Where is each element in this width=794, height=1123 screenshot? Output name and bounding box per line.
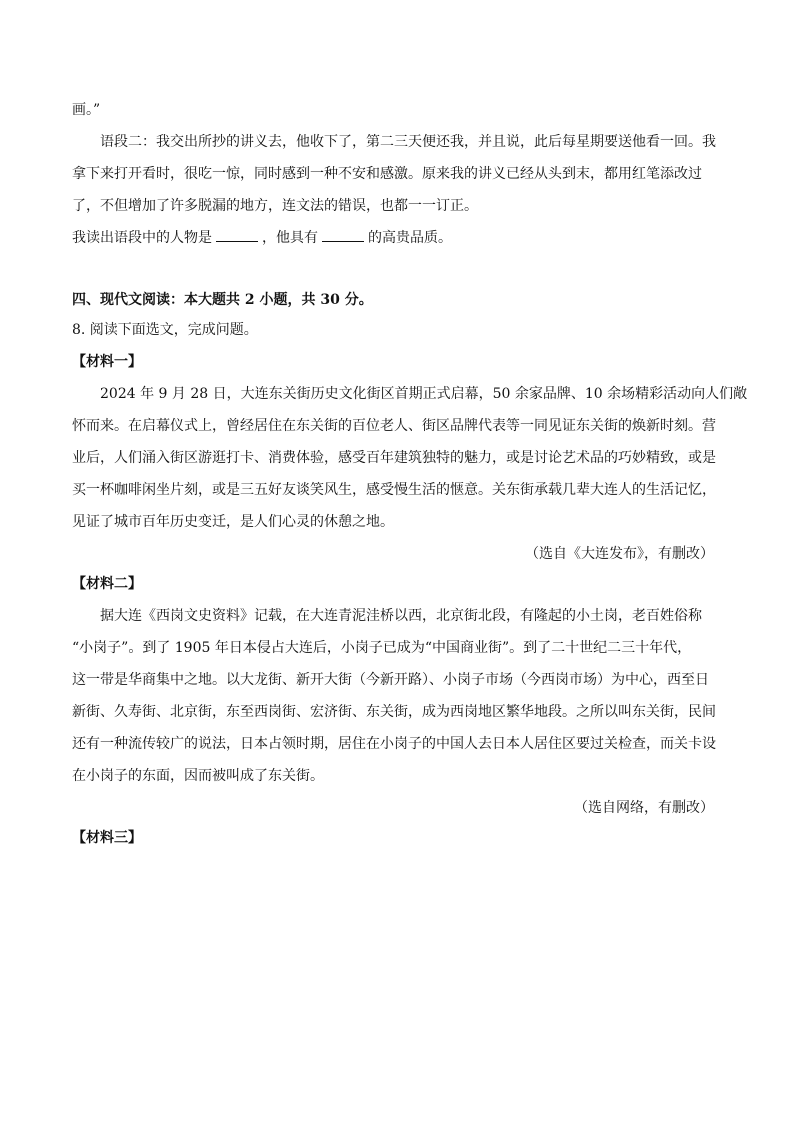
material1-line: 见证了城市百年历史变迁，是人们心灵的休憩之地。 bbox=[72, 514, 394, 530]
fill-text-1: 我读出语段中的人物是 bbox=[72, 230, 212, 246]
material2-line: “小岗子”。到了 1905 年日本侵占大连后，小岗子已成为“中国商业街”。到了二十世纪二三十年代， bbox=[72, 640, 692, 656]
material2-label: 【材料二】 bbox=[72, 576, 142, 592]
material1-source: （选自《大连发布》，有删改） bbox=[525, 546, 714, 562]
material2-line: 新街、久寿街、北京街，东至西岗街、宏济街、东关街，成为西岗地区繁华地段。之所以叫东关街，民间 bbox=[72, 704, 716, 720]
passage2-line: 拿下来打开看时，很吃一惊，同时感到一种不安和感激。原来我的讲义已经从头到末，都用红笔添改过 bbox=[72, 166, 702, 182]
top-fragment: 画。” bbox=[72, 102, 101, 118]
section4-heading: 四、现代文阅读：本大题共 2 小题，共 30 分。 bbox=[72, 292, 373, 308]
question8-prompt: 8. 阅读下面选文，完成问题。 bbox=[72, 322, 258, 338]
material1-line: 业后，人们涌入街区游逛打卡、消费体验，感受百年建筑独特的魅力，或是讨论艺术品的巧妙精致，或是 bbox=[72, 450, 716, 466]
fill-text-3: 的高贵品质。 bbox=[368, 230, 452, 246]
answer-blank-1[interactable] bbox=[216, 229, 258, 242]
material1-line: 2024 年 9 月 28 日，大连东关街历史文化街区首期正式启幕，50 余家品牌、10 余场精彩活动向人们敞 bbox=[100, 386, 748, 402]
material2-line: 还有一种流传较广的说法，日本占领时期，居住在小岗子的中国人去日本人居住区要过关检查，而关卡设 bbox=[72, 736, 716, 752]
material1-line: 买一杯咖啡闲坐片刻，或是三五好友谈笑风生，感受慢生活的惬意。关东街承载几辈大连人的生活记忆， bbox=[72, 482, 716, 498]
passage2-line: 语段二：我交出所抄的讲义去，他收下了，第二三天便还我，并且说，此后每星期要送他看一回。我 bbox=[100, 134, 716, 150]
material2-line: 这一带是华商集中之地。以大龙街、新开大街（今新开路）、小岗子市场（今西岗市场）为中心，西至日 bbox=[72, 672, 709, 688]
answer-blank-2[interactable] bbox=[322, 229, 364, 242]
material1-label: 【材料一】 bbox=[72, 354, 142, 370]
fill-text-2: ，他具有 bbox=[262, 230, 318, 246]
material3-label: 【材料三】 bbox=[72, 830, 142, 846]
material2-line: 在小岗子的东面，因而被叫成了东关街。 bbox=[72, 768, 324, 784]
question7-fill-in bbox=[72, 228, 452, 248]
material1-line: 怀而来。在启幕仪式上，曾经居住在东关街的百位老人、街区品牌代表等一同见证东关街的焕新时刻。营 bbox=[72, 418, 716, 434]
passage2-line: 了，不但增加了许多脱漏的地方，连文法的错误，也都一一订正。 bbox=[72, 198, 478, 214]
material2-line: 据大连《西岗文史资料》记载，在大连青泥洼桥以西，北京街北段，有隆起的小土岗，老百姓俗称 bbox=[100, 608, 702, 624]
material2-source: （选自网络，有删改） bbox=[574, 800, 714, 816]
